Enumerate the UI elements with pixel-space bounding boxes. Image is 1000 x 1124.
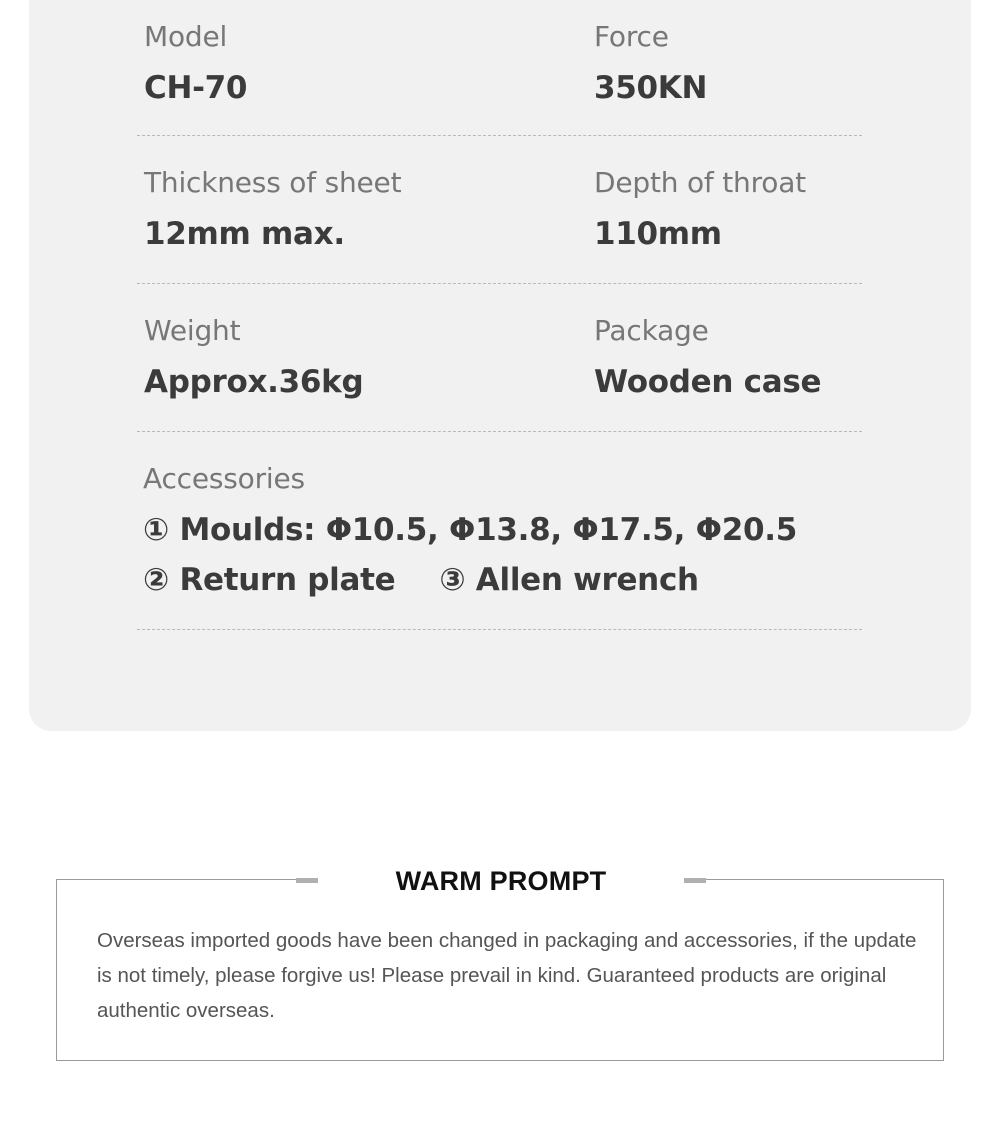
spec-row-accessories [137, 432, 862, 630]
spec-label-package: Package [594, 314, 709, 347]
warm-prompt-box [56, 866, 944, 1061]
spec-label-model: Model [144, 20, 228, 53]
accessories-moulds: ① Moulds: Φ10.5, Φ13.8, Φ17.5, Φ20.5 [143, 512, 797, 548]
title-dash-right [684, 878, 706, 883]
warm-prompt-title: WARM PROMPT [395, 866, 607, 896]
accessories-allen-wrench: ③ Allen wrench [439, 562, 699, 598]
warm-prompt-header [296, 866, 706, 896]
spec-label-throat: Depth of throat [594, 166, 806, 199]
spec-value-model: CH-70 [144, 70, 248, 106]
spec-value-thickness: 12mm max. [144, 216, 345, 252]
spec-row-model-force [137, 0, 862, 136]
spec-value-weight: Approx.36kg [144, 364, 364, 400]
warm-prompt-text: Overseas imported goods have been changed in packaging and accessories, if the update is not timely, please forgive us! Please prevail in kind. Guaranteed products are original authentic overseas. [97, 929, 917, 1022]
spec-label-force: Force [594, 20, 669, 53]
accessories-line-2 [143, 562, 699, 598]
spec-value-throat: 110mm [594, 216, 722, 252]
spec-value-package: Wooden case [594, 364, 822, 400]
spec-value-force: 350KN [594, 70, 708, 106]
spec-label-thickness: Thickness of sheet [144, 166, 402, 199]
spec-row-thickness-throat [137, 136, 862, 284]
spec-label-accessories: Accessories [143, 462, 305, 495]
accessories-return-plate: ② Return plate [143, 562, 396, 598]
spec-row-weight-package [137, 284, 862, 432]
spec-label-weight: Weight [144, 314, 241, 347]
